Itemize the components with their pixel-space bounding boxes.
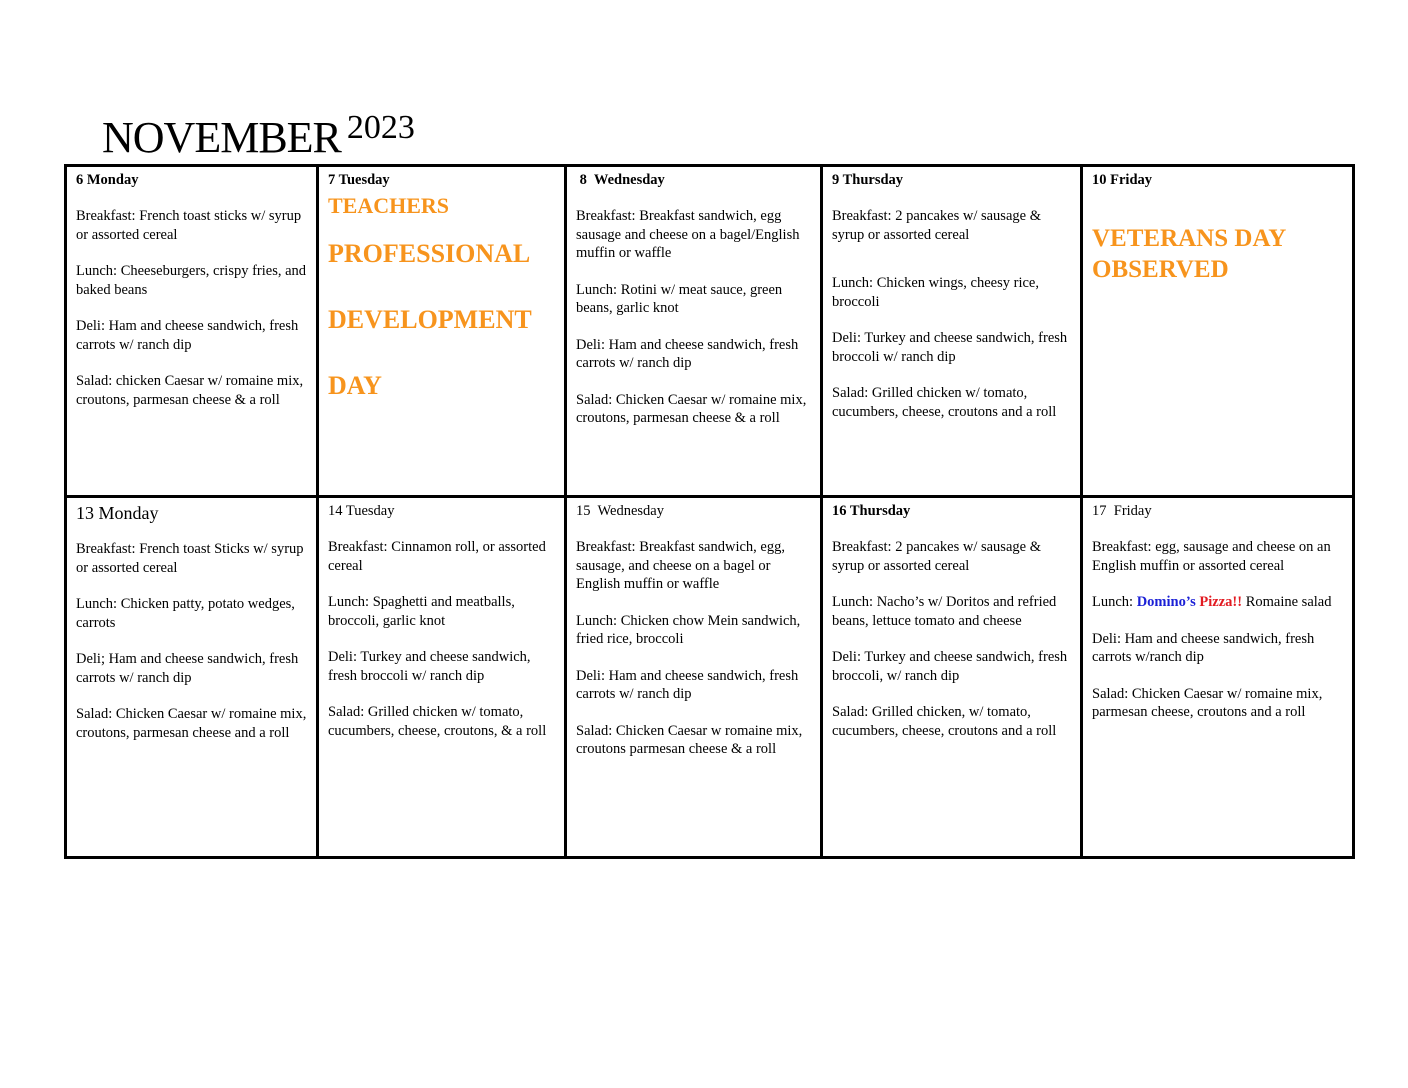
deli-item: Deli: Turkey and cheese sandwich, fresh broccoli w/ ranch dip [832, 330, 1068, 365]
week-row-2 [66, 497, 1354, 858]
day-header: 17 Friday [1092, 503, 1152, 519]
day-cell-13 [66, 497, 318, 858]
lunch-item: Lunch: Chicken patty, potato wedges, carrots [76, 596, 295, 631]
day-cell-15 [566, 497, 822, 858]
menu-calendar [64, 164, 1355, 859]
breakfast-item: Breakfast: Breakfast sandwich, egg sausage and cheese on a bagel/English muffin or waffle [576, 208, 800, 261]
salad-item: Salad: Chicken Caesar w romaine mix, croutons parmesan cheese & a roll [576, 722, 803, 757]
lunch-item: Lunch: Spaghetti and meatballs, broccoli, garlic knot [328, 594, 515, 629]
breakfast-item: Breakfast: 2 pancakes w/ sausage & syrup or assorted cereal [832, 208, 1041, 243]
notice-line: DAY [328, 371, 382, 400]
notice-line: PROFESSIONAL [328, 239, 531, 268]
day-header: 16 Thursday [832, 503, 911, 519]
day-cell-9 [822, 166, 1082, 497]
day-cell-14 [318, 497, 566, 858]
lunch-rest: Romaine salad [1242, 594, 1332, 610]
lunch-item: Lunch: Nacho’s w/ Doritos and refried beans, lettuce tomato and cheese [832, 594, 1057, 629]
salad-item: Salad: chicken Caesar w/ romaine mix, croutons, parmesan cheese & a roll [76, 373, 304, 408]
day-cell-8 [566, 166, 822, 497]
notice-line: OBSERVED [1092, 256, 1229, 283]
dominos-text: Domino’s [1136, 594, 1196, 610]
notice-line: DEVELOPMENT [328, 305, 532, 334]
breakfast-item: Breakfast: Breakfast sandwich, egg, sausage, and cheese on a bagel or English muffin or waffle [576, 539, 785, 592]
day-header: 6 Monday [76, 172, 139, 188]
breakfast-item: Breakfast: French toast Sticks w/ syrup or assorted cereal [76, 541, 304, 576]
notice-line: TEACHERS [328, 193, 450, 218]
day-header: 7 Tuesday [328, 172, 390, 188]
notice-line: VETERANS DAY [1092, 225, 1287, 252]
day-cell-6 [66, 166, 318, 497]
lunch-item: Lunch: Rotini w/ meat sauce, green beans, garlic knot [576, 281, 783, 316]
deli-item: Deli; Ham and cheese sandwich, fresh carrots w/ ranch dip [76, 651, 299, 686]
title-month: NOVEMBER [102, 113, 341, 162]
salad-item: Salad: Grilled chicken w/ tomato, cucumbers, cheese, croutons and a roll [832, 385, 1057, 420]
deli-item: Deli: Ham and cheese sandwich, fresh carrots w/ranch dip [1092, 630, 1315, 665]
day-cell-7 [318, 166, 566, 497]
day-header: 9 Thursday [832, 172, 904, 188]
lunch-label: Lunch: [1092, 594, 1137, 610]
day-cell-16 [822, 497, 1082, 858]
lunch-item: Lunch: Cheeseburgers, crispy fries, and baked beans [76, 263, 307, 298]
teachers-pd-notice [328, 193, 556, 401]
deli-item: Deli: Ham and cheese sandwich, fresh carrots w/ ranch dip [576, 336, 799, 371]
veterans-day-notice [1092, 223, 1344, 285]
lunch-item: Lunch: Chicken chow Mein sandwich, fried rice, broccoli [576, 612, 801, 647]
salad-item: Salad: Grilled chicken w/ tomato, cucumbers, cheese, croutons, & a roll [328, 704, 547, 739]
breakfast-item: Breakfast: egg, sausage and cheese on an English muffin or assorted cereal [1092, 539, 1331, 574]
day-header: 10 Friday [1092, 172, 1153, 188]
pizza-text: Pizza!! [1199, 594, 1243, 610]
page-title [102, 109, 415, 163]
day-cell-10 [1082, 166, 1354, 497]
breakfast-item: Breakfast: 2 pancakes w/ sausage & syrup or assorted cereal [832, 539, 1041, 574]
week-row-1 [66, 166, 1354, 497]
deli-item: Deli: Ham and cheese sandwich, fresh carrots w/ ranch dip [76, 318, 299, 353]
breakfast-item: Breakfast: Cinnamon roll, or assorted cereal [328, 539, 546, 574]
salad-item: Salad: Chicken Caesar w/ romaine mix, croutons, parmesan cheese & a roll [576, 391, 807, 426]
salad-item: Salad: Chicken Caesar w/ romaine mix, croutons, parmesan cheese and a roll [76, 706, 307, 741]
day-header: 8 Wednesday [576, 172, 665, 188]
breakfast-item: Breakfast: French toast sticks w/ syrup or assorted cereal [76, 208, 302, 243]
deli-item: Deli: Ham and cheese sandwich, fresh carrots w/ ranch dip [576, 667, 799, 702]
day-cell-17 [1082, 497, 1354, 858]
deli-item: Deli: Turkey and cheese sandwich, fresh broccoli, w/ ranch dip [832, 649, 1068, 684]
day-header: 13 Monday [76, 503, 159, 523]
salad-item: Salad: Grilled chicken, w/ tomato, cucumbers, cheese, croutons and a roll [832, 704, 1057, 739]
deli-item: Deli: Turkey and cheese sandwich, fresh broccoli w/ ranch dip [328, 649, 531, 684]
lunch-item [1092, 593, 1344, 612]
lunch-item: Lunch: Chicken wings, cheesy rice, broccoli [832, 275, 1039, 310]
day-header: 15 Wednesday [576, 503, 664, 519]
title-year: 2023 [346, 109, 415, 146]
day-header: 14 Tuesday [328, 503, 395, 519]
salad-item: Salad: Chicken Caesar w/ romaine mix, parmesan cheese, croutons and a roll [1092, 685, 1323, 720]
